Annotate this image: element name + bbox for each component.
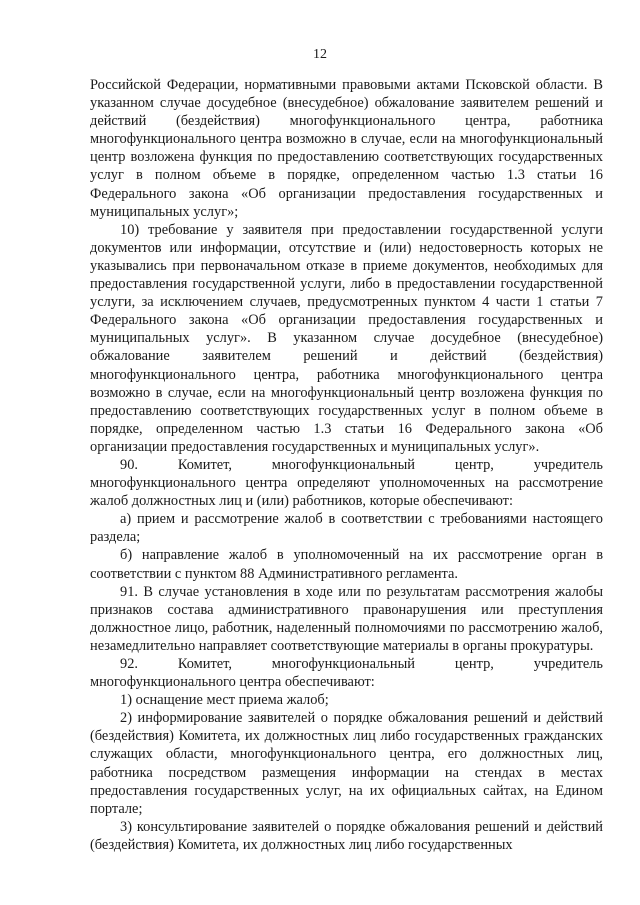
paragraph-92-item-1: 1) оснащение мест приема жалоб;	[120, 692, 329, 709]
paragraph-90: 90. Комитет, многофункциональный центр, учредитель многофункционального центра определяют уполномоченных на рассмотрение жалоб должностных лиц и (или) работников, которые обеспечивают:	[90, 456, 603, 510]
paragraph-92-item-2: 2) информирование заявителей о порядке обжалования решений и действий (бездействия) Комитета, их должностных лиц либо государственных гражданских служащих области, многофункционального центра, его должностных лиц, работника посредством размещения информации на стендах в местах предоставления государственных услуг, на их официальных сайтах, на Едином портале;	[90, 710, 603, 817]
paragraph-92-item-3: 3) консультирование заявителей о порядке обжалования решений и действий (бездействия) Комитета, их должностных лиц либо государственных	[90, 818, 603, 853]
paragraph-92: 92. Комитет, многофункциональный центр, учредитель многофункционального центра обеспечивают:	[90, 656, 603, 691]
page-number: 12	[313, 47, 327, 62]
document-body	[90, 76, 603, 854]
paragraph-item-10: 10) требование у заявителя при предоставлении государственной услуги документов или информации, отсутствие и (или) недостоверность которых не указывались при первоначальном отказе в приеме документов, необходимых для предоставления государственной услуги, либо в предоставлении государственной услуги, за исключением случаев, предусмотренных пунктом 4 части 1 статьи 7 Федерального закона «Об организации предоставления государственных и муниципальных услуг». В указанном случае досудебное (внесудебное) обжалование заявителем решений и действий (бездействия) многофункционального центра, работника многофункционального центра возможно в случае, если на многофункциональный центр возложена функция по предоставлению соответствующих государственных услуг в полном объеме в порядке, определенном частью 1.3 статьи 16 Федерального закона «Об организации предоставления государственных и муниципальных услуг».	[90, 221, 603, 455]
paragraph-90-a: а) прием и рассмотрение жалоб в соответствии с требованиями настоящего раздела;	[90, 511, 603, 546]
paragraph-continuation: Российской Федерации, нормативными правовыми актами Псковской области. В указанном случае досудебное (внесудебное) обжалование заявителем решений и действий (бездействия) многофункционального центра, работника многофункционального центра возможно в случае, если на многофункциональный центр возложена функция по предоставлению соответствующих государственных услуг в полном объеме в порядке, определенном частью 1.3 статьи 16 Федерального закона «Об организации предоставления государственных и муниципальных услуг»;	[90, 77, 603, 220]
paragraph-90-b: б) направление жалоб в уполномоченный на их рассмотрение орган в соответствии с пунктом 88 Административного регламента.	[90, 547, 603, 582]
paragraph-91: 91. В случае установления в ходе или по результатам рассмотрения жалобы признаков состава административного правонарушения или преступления должностное лицо, работник, наделенный полномочиями по рассмотрению жалоб, незамедлительно направляет соответствующие материалы в органы прокуратуры.	[90, 583, 603, 654]
